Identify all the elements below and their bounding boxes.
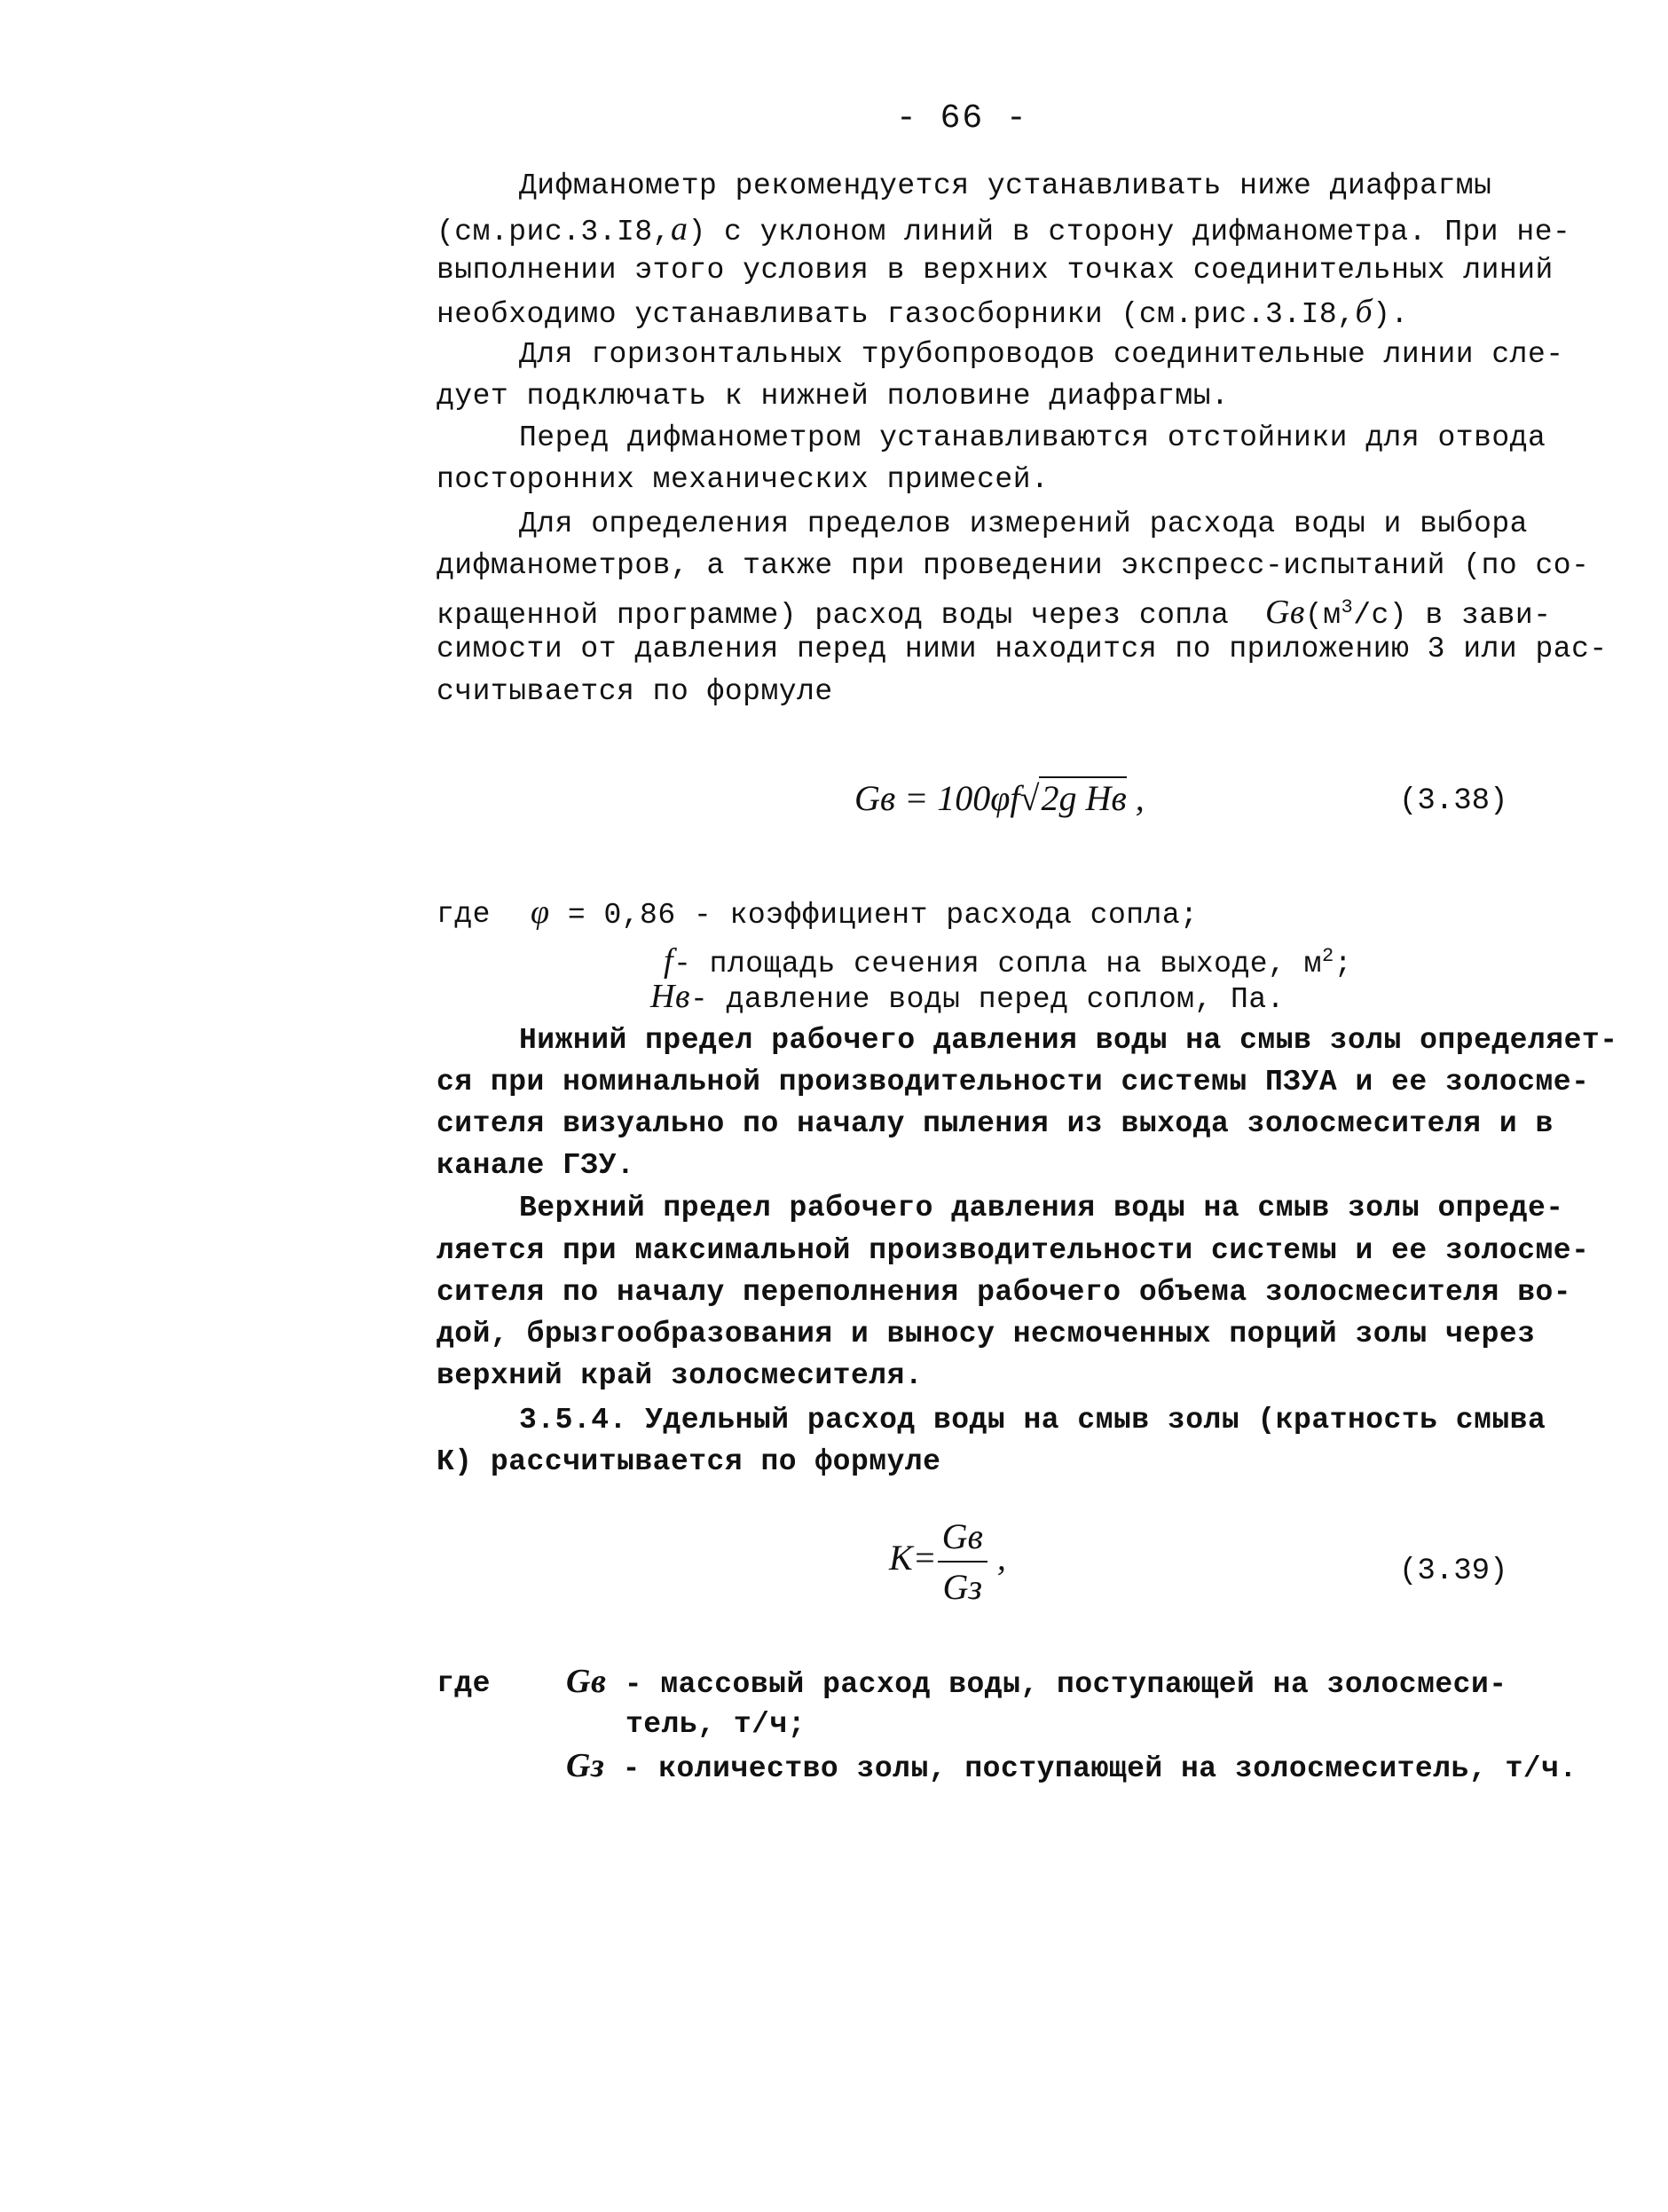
paragraph-6-line-1: Верхний предел рабочего давления воды на смыв золы опреде- — [519, 1192, 1564, 1224]
formula-3-39 — [889, 1515, 1006, 1608]
symbol-f: f — [664, 942, 674, 980]
text-fragment: = 0,86 - коэффициент расхода сопла; — [567, 899, 1199, 932]
paragraph-7-line-1: 3.5.4. Удельный расход воды на смыв золы (кратность смыва — [519, 1404, 1546, 1437]
where-gv-line-2: тель, т/ч; — [626, 1708, 806, 1741]
page-number: - 66 - — [896, 99, 1028, 138]
text-fragment: /с) в зави- — [1353, 599, 1552, 632]
formula-comma: , — [996, 1538, 1006, 1578]
paragraph-3-line-2: посторонних механических примесей. — [437, 463, 1050, 496]
formula-lhs: K= — [889, 1538, 937, 1578]
figure-ref-a: а — [670, 210, 688, 248]
paragraph-7-line-2: К) рассчитывается по формуле — [437, 1445, 941, 1478]
text-fragment: - количество золы, поступающей на золосмеситель, т/ч. — [622, 1752, 1578, 1785]
where-phi-line — [531, 890, 1198, 938]
text-fragment: - площадь сечения сопла на выходе, м — [673, 948, 1322, 980]
formula-3-38 — [854, 777, 1145, 819]
where-gv-line — [566, 1659, 1507, 1707]
equation-number-3-38: (3.38) — [1399, 784, 1508, 818]
text-fragment: - давление воды перед соплом, Па. — [689, 983, 1285, 1016]
formula-comma: , — [1135, 778, 1145, 818]
paragraph-5-line-3: сителя визуально по началу пыления из выхода золосмесителя и в — [437, 1107, 1554, 1140]
symbol-hv: Hв — [650, 978, 690, 1015]
where-label-2: где — [437, 1667, 491, 1700]
symbol-gv: Gв — [1264, 594, 1305, 631]
paragraph-1-line-1: Дифманометр рекомендуется устанавливать ниже диафрагмы — [519, 169, 1492, 202]
fraction-numerator: Gв — [941, 1516, 983, 1556]
paragraph-6-line-4: дой, брызгообразования и выносу несмоченных порций золы через — [437, 1318, 1536, 1350]
paragraph-6-line-5: верхний край золосмесителя. — [437, 1359, 924, 1392]
symbol-gz: Gз — [566, 1747, 605, 1784]
paragraph-1-line-4 — [437, 289, 1409, 337]
where-label-1: где — [437, 898, 491, 931]
paragraph-3-line-1: Перед дифманометром устанавливаются отстойники для отвода — [519, 421, 1546, 454]
text-fragment: - массовый расход воды, поступающей на золосмеси- — [624, 1668, 1507, 1701]
superscript: 2 — [1321, 945, 1334, 967]
sqrt-argument: 2g Hв — [1041, 778, 1127, 818]
paragraph-2-line-2: дует подключать к нижней половине диафрагмы. — [437, 380, 1230, 413]
paragraph-4-line-5: считывается по формуле — [437, 675, 833, 708]
fraction — [937, 1515, 988, 1608]
paragraph-5-line-1: Нижний предел рабочего давления воды на смыв золы определяет- — [519, 1024, 1618, 1057]
figure-ref-b: б — [1355, 293, 1373, 330]
equation-number-3-39: (3.39) — [1399, 1555, 1508, 1588]
text-fragment: кращенной программе) расход воды через сопла — [437, 599, 1230, 632]
superscript: 3 — [1341, 596, 1354, 618]
paragraph-6-line-2: ляется при максимальной производительности системы и ее золосме- — [437, 1234, 1590, 1267]
where-gz-line — [566, 1744, 1578, 1791]
formula-lhs: Gв = 100φf — [854, 778, 1020, 818]
text-fragment: ; — [1334, 948, 1352, 980]
paragraph-5-line-2: ся при номинальной производительности системы ПЗУА и ее золосме- — [437, 1066, 1590, 1098]
text-fragment: (см.рис.3.I8, — [437, 216, 671, 248]
symbol-gv: Gв — [566, 1663, 607, 1700]
paragraph-6-line-3: сителя по началу переполнения рабочего объема золосмесителя во- — [437, 1276, 1572, 1309]
text-fragment: необходимо устанавливать газосборники (см.рис.3.I8, — [437, 298, 1356, 331]
text-fragment: ) с уклоном линий в сторону дифманометра. При не- — [688, 216, 1571, 248]
text-fragment: ). — [1373, 298, 1409, 331]
paragraph-4-line-4: симости от давления перед ними находится по приложению 3 или рас- — [437, 633, 1608, 665]
sqrt-sign: √ — [1019, 778, 1040, 818]
symbol-phi: φ — [531, 893, 550, 931]
fraction-denominator: Gз — [938, 1561, 988, 1608]
paragraph-2-line-1: Для горизонтальных трубопроводов соединительные линии сле- — [519, 338, 1564, 371]
where-h-line — [650, 974, 1285, 1022]
paragraph-4-line-2: дифманометров, а также при проведении экспресс-испытаний (по со- — [437, 549, 1590, 582]
text-fragment: (м — [1304, 599, 1341, 632]
paragraph-4-line-1: Для определения пределов измерений расхода воды и выбора — [519, 508, 1528, 540]
paragraph-5-line-4: канале ГЗУ. — [437, 1149, 635, 1182]
paragraph-1-line-3: выполнении этого условия в верхних точках соединительных линий — [437, 254, 1554, 287]
